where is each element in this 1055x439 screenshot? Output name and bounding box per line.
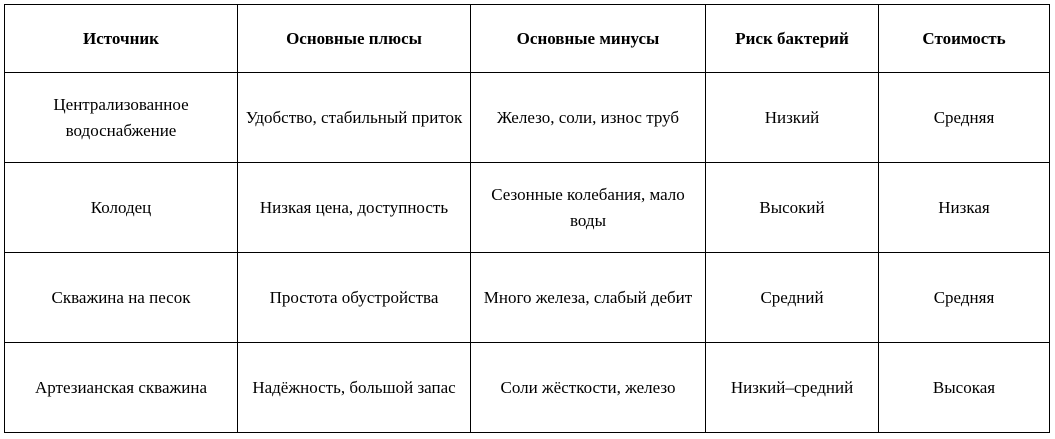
cell-cost: Низкая (879, 163, 1050, 253)
cell-pros: Удобство, стабильный приток (238, 73, 471, 163)
cell-cons: Сезонные колебания, мало воды (471, 163, 706, 253)
cell-bacteria-risk: Низкий (706, 73, 879, 163)
cell-cost: Высокая (879, 343, 1050, 433)
table-row (5, 343, 1050, 433)
table-header-row (5, 5, 1050, 73)
cell-source: Скважина на песок (5, 253, 238, 343)
cell-pros: Низкая цена, доступность (238, 163, 471, 253)
cell-cost: Средняя (879, 253, 1050, 343)
header-source: Источник (5, 5, 238, 73)
table-row (5, 163, 1050, 253)
cell-cons: Железо, соли, износ труб (471, 73, 706, 163)
cell-pros: Надёжность, большой запас (238, 343, 471, 433)
cell-source: Колодец (5, 163, 238, 253)
header-cost: Стоимость (879, 5, 1050, 73)
cell-source: Артезианская скважина (5, 343, 238, 433)
header-cons: Основные минусы (471, 5, 706, 73)
table-row (5, 73, 1050, 163)
cell-pros: Простота обустройства (238, 253, 471, 343)
header-bacteria-risk: Риск бактерий (706, 5, 879, 73)
cell-source: Централизованное водоснабжение (5, 73, 238, 163)
table-row (5, 253, 1050, 343)
cell-cons: Соли жёсткости, железо (471, 343, 706, 433)
cell-bacteria-risk: Низкий–средний (706, 343, 879, 433)
water-source-comparison-table (4, 4, 1050, 433)
comparison-table-container (4, 4, 1050, 433)
cell-cons: Много железа, слабый дебит (471, 253, 706, 343)
cell-cost: Средняя (879, 73, 1050, 163)
header-pros: Основные плюсы (238, 5, 471, 73)
cell-bacteria-risk: Высокий (706, 163, 879, 253)
cell-bacteria-risk: Средний (706, 253, 879, 343)
